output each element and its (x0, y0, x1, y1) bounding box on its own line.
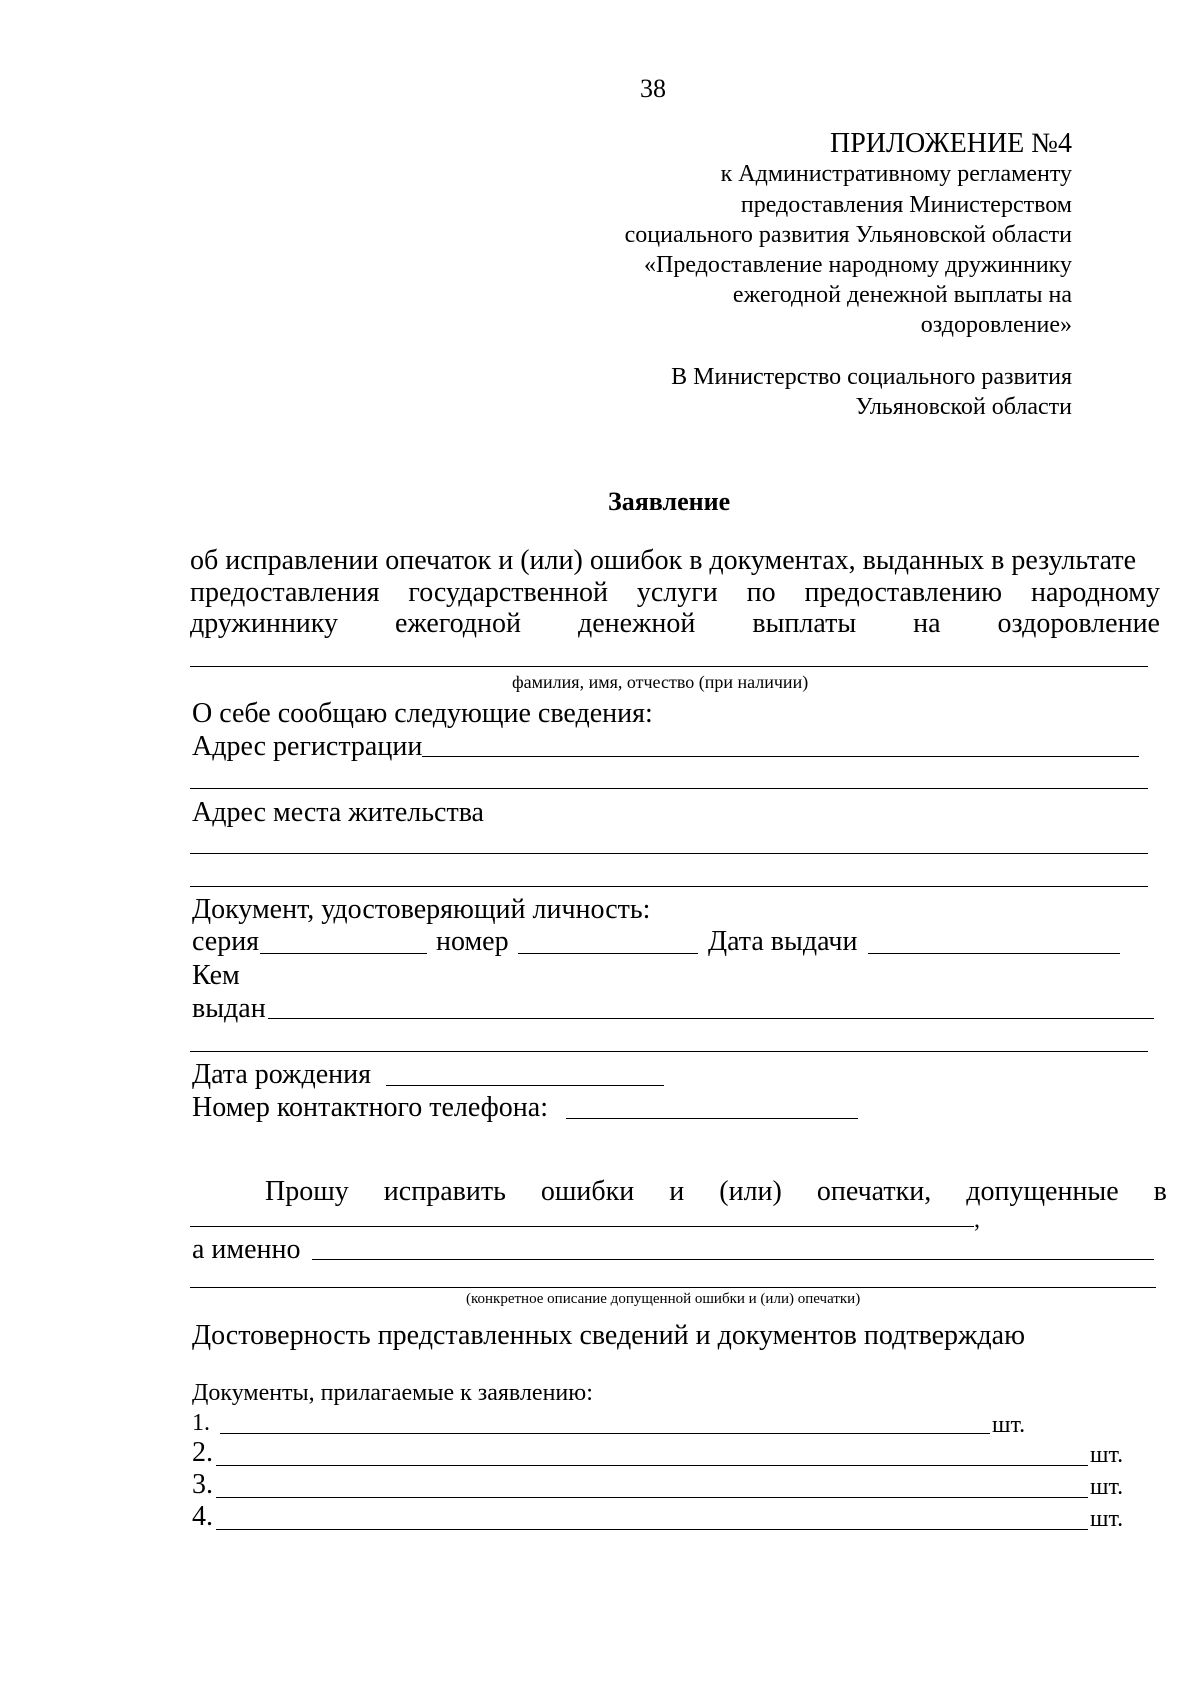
series-field[interactable] (260, 953, 427, 954)
confirm-text: Достоверность представленных сведений и документов подтверждаю (192, 1320, 1025, 1351)
intro-line2: предоставления государственной услуги по предоставлению народному (190, 577, 1160, 608)
appendix-title: ПРИЛОЖЕНИЕ №4 (830, 128, 1072, 159)
document-name-field[interactable] (190, 1226, 974, 1227)
addressee-line2: Ульяновской области (855, 394, 1072, 420)
attachment-unit: шт. (1090, 1442, 1124, 1468)
appendix-line: ежегодной денежной выплаты на (732, 282, 1072, 308)
fio-field[interactable] (190, 666, 1148, 667)
attachment-field[interactable] (216, 1465, 1088, 1466)
reg-address-field[interactable] (422, 756, 1139, 757)
attachment-num: 3. (192, 1469, 213, 1500)
namely-label: а именно (192, 1234, 301, 1265)
request-comma: , (974, 1207, 980, 1233)
attachment-num: 2. (192, 1437, 213, 1468)
page-number: 38 (640, 74, 666, 103)
number-label: номер (436, 926, 509, 957)
residence-label: Адрес места жительства (192, 797, 484, 828)
attachment-field[interactable] (220, 1433, 990, 1434)
request-line: Прошу исправить ошибки и (или) опечатки, допущенные в (265, 1176, 1167, 1207)
appendix-line: «Предоставление народному дружиннику (644, 252, 1072, 278)
attachment-num: 4. (192, 1501, 213, 1532)
attachments-title: Документы, прилагаемые к заявлению: (192, 1380, 593, 1406)
about-self-label: О себе сообщаю следующие сведения: (192, 698, 653, 729)
birth-date-label: Дата рождения (192, 1059, 371, 1090)
issued-by-field[interactable] (268, 1018, 1154, 1019)
attachment-field[interactable] (216, 1529, 1088, 1530)
attachment-field[interactable] (216, 1497, 1088, 1498)
appendix-line: социального развития Ульяновской области (624, 222, 1072, 248)
error-description-field[interactable] (312, 1259, 1154, 1260)
phone-label: Номер контактного телефона: (192, 1092, 548, 1123)
appendix-line: оздоровление» (920, 312, 1072, 338)
appendix-line: к Административному регламенту (720, 161, 1072, 187)
attachment-unit: шт. (1090, 1474, 1124, 1500)
error-caption: (конкретное описание допущенной ошибки и (или) опечатки) (466, 1291, 861, 1307)
phone-field[interactable] (566, 1118, 858, 1119)
issue-date-field[interactable] (868, 953, 1120, 954)
id-doc-title: Документ, удостоверяющий личность: (192, 894, 651, 925)
residence-field-2[interactable] (190, 886, 1148, 887)
appendix-line: предоставления Министерством (740, 192, 1072, 218)
attachment-unit: шт. (1090, 1506, 1124, 1532)
intro-line1: об исправлении опечаток и (или) ошибок в документах, выданных в результате (190, 545, 1136, 576)
attachment-num: 1. (192, 1410, 210, 1436)
reg-address-field-2[interactable] (190, 788, 1148, 789)
issued-by-label-2: выдан (192, 993, 266, 1024)
issued-by-label-1: Кем (192, 960, 240, 991)
attachment-unit: шт. (992, 1412, 1026, 1438)
series-label: серия (192, 926, 260, 957)
addressee-line1: В Министерство социального развития (671, 364, 1072, 390)
form-heading: Заявление (608, 487, 731, 516)
residence-field[interactable] (190, 853, 1148, 854)
issued-by-field-2[interactable] (190, 1051, 1148, 1052)
issue-date-label: Дата выдачи (708, 926, 858, 957)
fio-caption: фамилия, имя, отчество (при наличии) (512, 672, 809, 692)
error-description-field-2[interactable] (190, 1287, 1156, 1288)
birth-date-field[interactable] (386, 1085, 664, 1086)
reg-address-label: Адрес регистрации (192, 731, 423, 762)
intro-line3: дружиннику ежегодной денежной выплаты на оздоровление (190, 608, 1160, 639)
number-field[interactable] (518, 953, 698, 954)
